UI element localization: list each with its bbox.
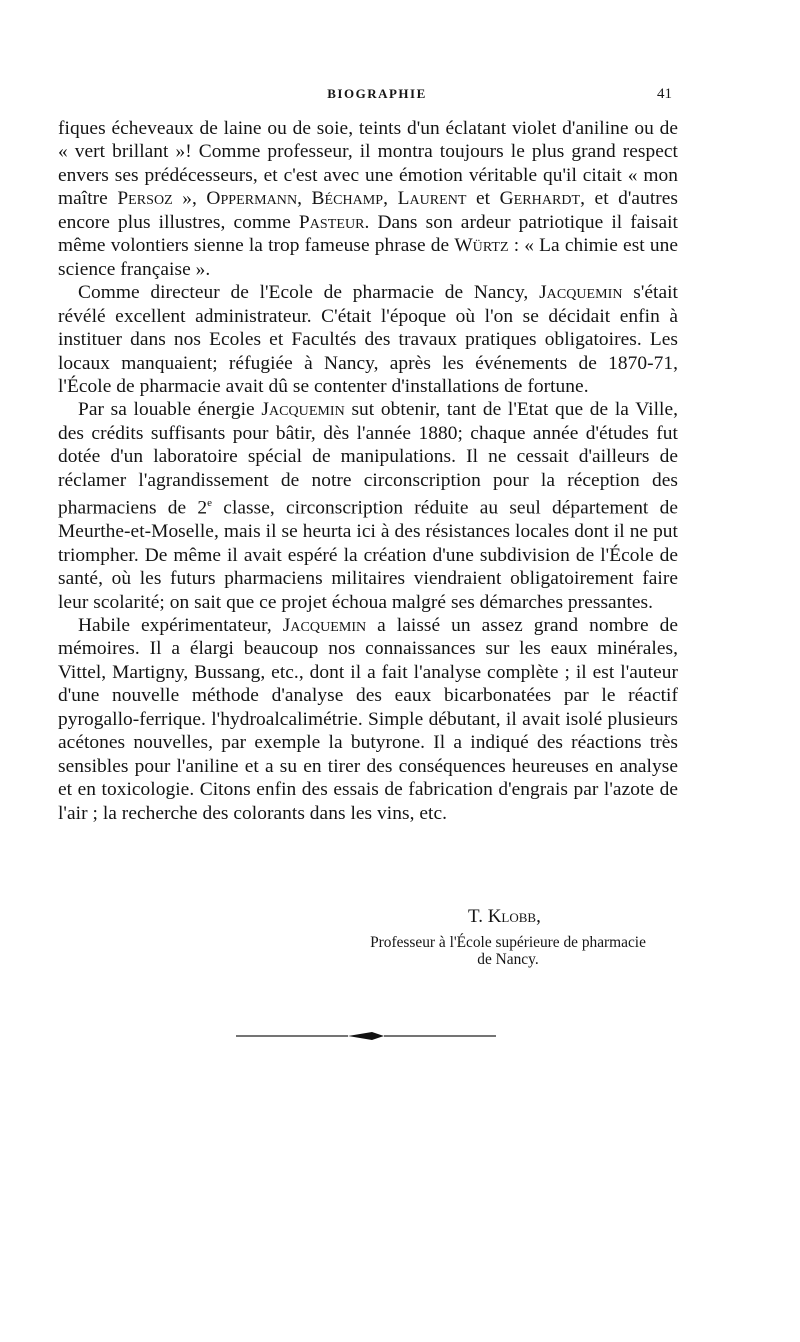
text-run: Habile expérimentateur, <box>78 614 283 636</box>
article-body <box>58 117 678 825</box>
paragraph-4 <box>58 614 678 825</box>
text-run: et <box>466 188 500 210</box>
text-run: a laissé un assez grand nombre de mémoires. Il a élargi beaucoup nos connaissances sur les eaux minérales, Vittel, Martigny, Bussang, etc., dont il a fait l'analyse complète ; il est l'auteur d'une nouvelle méthode d'analyse des eaux bicarbonatées par le réactif pyrogallo-ferrique. l'hydroalcalimétrie. Simple débutant, il avait isolé plusieurs acétones nouvelles, par exemple la butyrone. Il a indiqué des réactions très sensibles pour l'aniline et a su en tirer des conséquences heureuses en analyse et en toxicologie. Citons enfin des essais de fabrication d'engrais par l'azote de l'air ; la recherche des colorants dans les vins, etc. <box>58 614 678 824</box>
text-run: Par sa louable énergie <box>78 399 262 421</box>
text-run: fiques écheveaux de laine ou de soie, teints d'un éclatant violet d'aniline ou de « vert brillant »! Comme professeur, il montra toujours le plus grand respect envers ses prédécesseurs, et c'est avec une émotion véritable qu'il citait « mon maître <box>58 118 678 210</box>
author-trailing: , <box>536 906 541 927</box>
author-name: Klobb <box>487 906 537 927</box>
affiliation-line-2: de Nancy. <box>477 951 539 968</box>
ornament-divider <box>236 1030 496 1042</box>
name-oppermann: Oppermann <box>206 188 298 210</box>
text-run: s'était révélé excellent administrateur. C'était l'époque où l'on se décidait enfin à instituer dans nos Ecoles et Facultés des travaux pratiques obligatoires. Les locaux manquaient; réfugiée à Nancy, après les événements de 1870-71, l'École de pharmacie avait dû se contenter d'installations de fortune. <box>58 282 678 397</box>
paragraph-3 <box>58 398 678 614</box>
superscript: e <box>207 497 213 510</box>
text-run: , et d'autres encore plus illustres, comme <box>58 188 679 233</box>
text-run: , <box>383 188 398 210</box>
text-run: . Dans son ardeur patriotique il faisait même volontiers sienne la trop fameuse phrase de <box>58 211 678 257</box>
paragraph-2 <box>58 281 678 398</box>
page-number: 41 <box>657 86 672 102</box>
text-run: Comme directeur de l'Ecole de pharmacie de Nancy, <box>78 282 540 304</box>
name-persoz: Persoz <box>117 188 173 210</box>
text-run: : « La chimie est une science française ». <box>58 235 678 280</box>
name-pasteur: Pasteur <box>298 211 365 233</box>
author-affiliation <box>340 934 676 968</box>
author-initial: T. <box>468 906 488 927</box>
name-jacquemin: Jacquemin <box>539 282 623 304</box>
name-laurent: Laurent <box>397 188 467 210</box>
paragraph-1 <box>58 117 678 281</box>
name-wurtz: Würtz <box>454 235 509 257</box>
text-run: », <box>172 188 207 210</box>
text-run: sut obtenir, tant de l'Etat que de la Ville, des crédits suffisants pour bâtir, dès l'année 1880; chaque année d'études fut dotée d'un laboratoire spécial de manipulations. Il ne cessait d'ailleurs de réclamer l'agrandissement de notre circonscription pour la réception des pharmaciens de 2 <box>58 399 678 519</box>
text-run: , <box>297 188 312 210</box>
name-jacquemin: Jacquemin <box>282 614 367 636</box>
page-header <box>78 86 676 112</box>
name-gerhardt: Gerhardt <box>499 188 581 210</box>
name-bechamp: Béchamp <box>311 188 384 210</box>
text-run: classe, circonscription réduite au seul département de Meurthe-et-Moselle, mais il se heurta ici à des résistances locales dont il ne put triompher. De même il avait espéré la création d'une subdivision de l'École de santé, où les futurs pharmaciens militaires viendraient obligatoirement faire leur scolarité; on sait que ce projet échoua malgré ses démarches pressantes. <box>58 497 678 613</box>
author-signature <box>468 906 541 928</box>
affiliation-line-1: Professeur à l'École supérieure de pharmacie <box>370 934 646 951</box>
name-jacquemin: Jacquemin <box>261 399 345 421</box>
running-title: BIOGRAPHIE <box>327 86 427 101</box>
